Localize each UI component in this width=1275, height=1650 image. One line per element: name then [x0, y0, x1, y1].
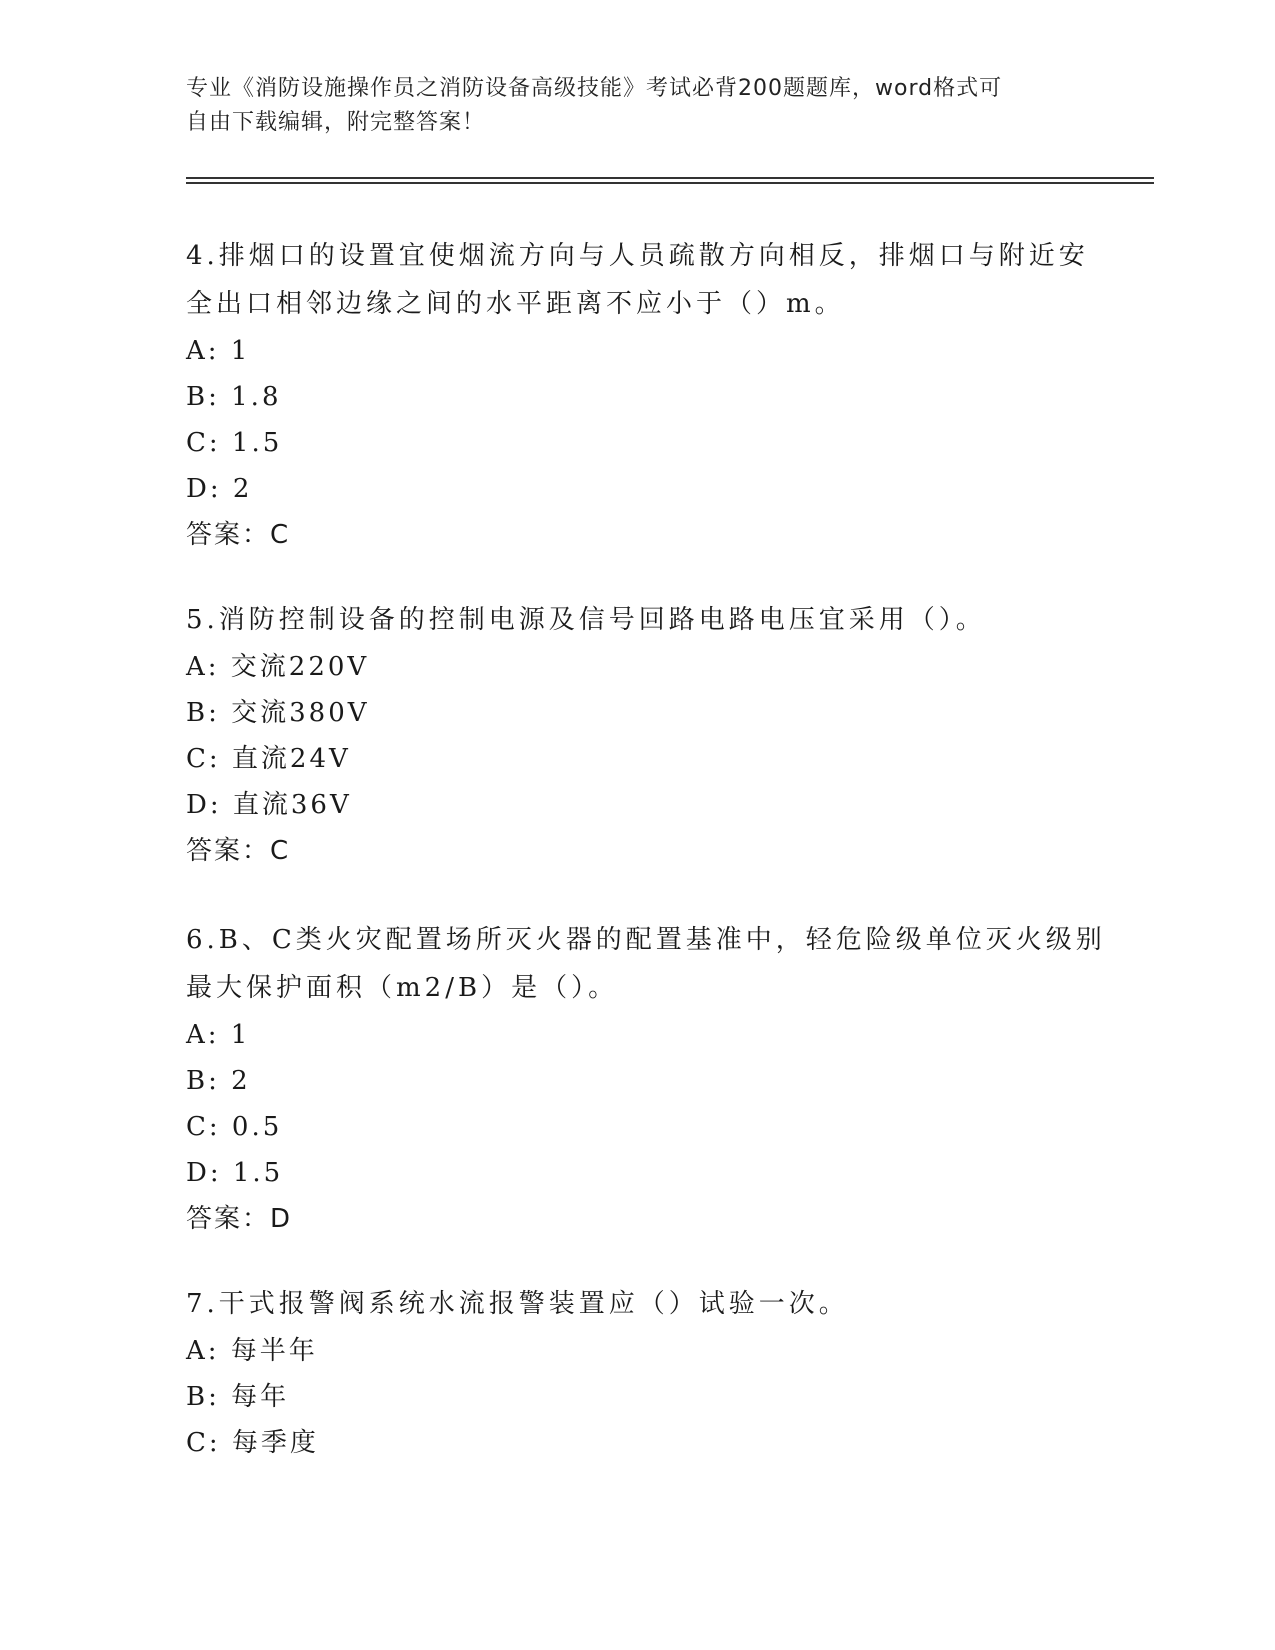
option-b: B: 2 — [186, 1066, 251, 1096]
question-stem — [186, 1280, 1086, 1328]
option-c: C: 1.5 — [186, 428, 283, 458]
question-stem — [186, 596, 1086, 644]
option-a: A: 1 — [186, 336, 251, 366]
document-header — [186, 72, 1086, 140]
option-d: D: 1.5 — [186, 1158, 284, 1188]
option-b: B: 每年 — [186, 1382, 290, 1412]
question-stem — [186, 916, 1106, 1012]
option-c: C: 0.5 — [186, 1112, 283, 1142]
option-a: A: 交流220V — [186, 652, 370, 682]
header-divider-bottom — [186, 182, 1154, 184]
option-b: B: 交流380V — [186, 698, 370, 728]
option-b: B: 1.8 — [186, 382, 282, 412]
answer-label: 答案：C — [186, 836, 291, 866]
question-6 — [186, 916, 1106, 1242]
question-4 — [186, 232, 1089, 558]
question-stem — [186, 232, 1089, 328]
question-stem-line: 6.B、C类火灾配置场所灭火器的配置基准中，轻危险级单位灭火级别 — [186, 925, 1106, 955]
option-c: C: 每季度 — [186, 1428, 319, 1458]
header-line-2: 自由下载编辑，附完整答案！ — [186, 110, 486, 135]
answer-label: 答案：C — [186, 520, 291, 550]
question-5 — [186, 596, 1086, 874]
option-d: D: 2 — [186, 474, 253, 504]
answer-label: 答案：D — [186, 1204, 293, 1234]
option-a: A: 1 — [186, 1020, 251, 1050]
question-stem-line: 全出口相邻边缘之间的水平距离不应小于（）m。 — [186, 289, 845, 319]
option-c: C: 直流24V — [186, 744, 351, 774]
header-divider-top — [186, 177, 1154, 179]
option-a: A: 每半年 — [186, 1336, 318, 1366]
option-d: D: 直流36V — [186, 790, 352, 820]
question-stem-line: 5.消防控制设备的控制电源及信号回路电路电压宜采用（）。 — [186, 605, 986, 635]
question-7 — [186, 1280, 1086, 1466]
question-stem-line: 7.干式报警阀系统水流报警装置应（）试验一次。 — [186, 1289, 849, 1319]
question-stem-line: 4.排烟口的设置宜使烟流方向与人员疏散方向相反，排烟口与附近安 — [186, 241, 1089, 271]
header-line-1: 专业《消防设施操作员之消防设备高级技能》考试必背200题题库，word格式可 — [186, 76, 1003, 101]
question-stem-line: 最大保护面积（m2/B）是（）。 — [186, 973, 619, 1003]
